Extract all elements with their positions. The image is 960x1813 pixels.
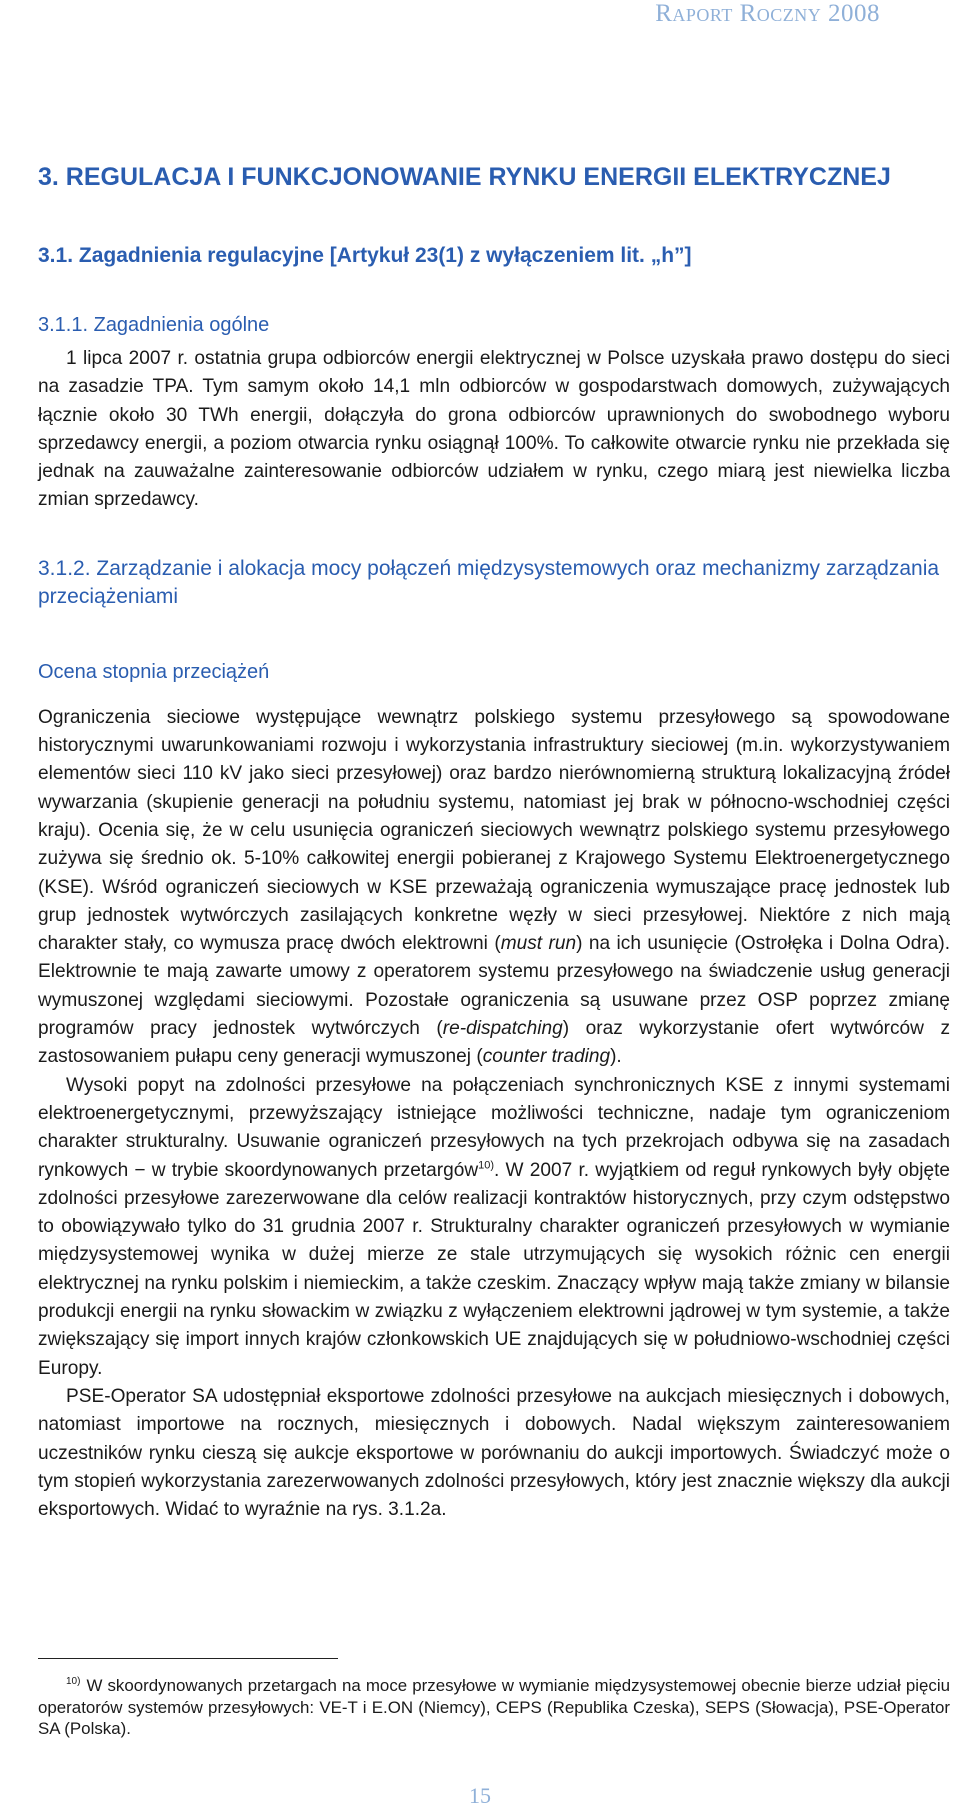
italic-term: re-dispatching [442,1018,563,1040]
running-header: Raport Roczny 2008 [655,0,880,27]
footnote-divider [38,1658,338,1659]
paragraph-3: Wysoki popyt na zdolności przesyłowe na połączeniach synchronicznych KSE z innymi systemami elektroenergetycznymi, przewyższający istniejące możliwości techniczne, nadaje tym ograniczeniom charakter strukturalny. Usuwanie ograniczeń przesyłowych na tych przekrojach odbywa się na zasadach rynkowych − w trybie skoordynowanych przetargów$^{10)}$. W 2007 r. wyjątkiem od reguł rynkowych były objęte zdolności przesyłowe zarezerwowane dla celów realizacji kontraktów historycznych, przy czym odstępstwo to obowiązywało tylko do 31 grudnia 2007 r. Strukturalny charakter ograniczeń przesyłowych w wymianie międzysystemowej wynika w dużej mierze ze stale utrzymujących się wysokich różnic cen energii elektrycznej na rynku polskim i niemieckim, a także czeskim. Znaczący wpływ mają także zmiany w bilansie produkcji energii na rynku słowackim w związku z wyłączeniem elektrowni jądrowej w tym systemie, a także zwiększający się import innych krajów członkowskich UE znajdujących się w południowo-wschodniej części Europy. [38,1074,950,1379]
subsection-title: 3.1. Zagadnienia regulacyjne [Artykuł 23(1) z wyłączeniem lit. „h”] [38,244,692,267]
italic-term: must run [500,933,577,955]
footnote-number: 10) [66,1676,81,1688]
subheading: Ocena stopnia przeciążeń [38,660,270,683]
italic-term: counter trading [482,1046,611,1068]
paragraph-4: PSE-Operator SA udostępniał eksportowe zdolności przesyłowe na aukcjach miesięcznych i dobowych, natomiast importowe na rocznych, miesięcznych i dobowych. Nadal większym zainteresowaniem uczestników rynku cieszą się aukcje eksportowe w porównaniu do aukcji importowych. Świadczyć może o tym stopień wykorzystania zarezerwowanych zdolności przesyłowych, który jest znacznie większy dla aukcji eksportowych. Widać to wyraźnie na rys. 3.1.2a. [38,1385,950,1521]
page-number: 15 [469,1783,491,1808]
footnote-text: W skoordynowanych przetargach na moce przesyłowe w wymianie międzysystemowej obecnie bierze udział pięciu operatorów systemów przesyłowych: VE-T i E.ON (Niemcy), CEPS (Republika Czeska), SEPS (Słowacja), PSE-Operator SA (Polska). [38,1676,950,1738]
section-title: 3. REGULACJA I FUNKCJONOWANIE RYNKU ENERGII ELEKTRYCZNEJ [38,163,891,191]
paragraph-1: 1 lipca 2007 r. ostatnia grupa odbiorców energii elektrycznej w Polsce uzyskała prawo dostępu do sieci na zasadzie TPA. Tym samym około 14,1 mln odbiorców w gospodarstwach domowych, zużywających łącznie około 30 TWh energii, dołączyła do grona odbiorców uprawnionych do swobodnego wyboru sprzedawcy energii, a poziom otwarcia rynku osiągnął 100%. To całkowite otwarcie rynku nie przekłada się jednak na zauważalne zainteresowanie odbiorców udziałem w rynku, czego miarą jest niewielka liczba zmian sprzedawcy. [38,348,950,511]
footnote-reference[interactable]: 10) [478,1159,495,1172]
paragraph-2: Ograniczenia sieciowe występujące wewnątrz polskiego systemu przesyłowego są spowodowane historycznymi uwarunkowaniami rozwoju i wykorzystania infrastruktury sieciowej (m.in. wykorzystywaniem elementów sieci 110 kV jako sieci przesyłowej) oraz bardzo nierównomierną strukturą lokalizacyjną źródeł wywarzania (skupienie generacji na południu systemu, natomiast jej brak w północno-wschodniej części kraju). Ocenia się, że w celu usunięcia ograniczeń sieciowych wewnątrz polskiego systemu przesyłowego zużywa się średnio ok. 5-10% całkowitej energii pobieranej z Krajowego Systemu Elektroenergetycznego (KSE). Wśród ograniczeń sieciowych w KSE przeważają ograniczenia wymuszające pracę jednostek lub grup jednostek wytwórczych zasilających konkretne węzły w sieci przesyłowej. Niektóre z nich mają charakter stały, co wymusza pracę dwóch elektrowni (must run) na ich usunięcie (Ostrołęka i Dolna Odra). Elektrownie te mają zawarte umowy z operatorem systemu przesyłowego na świadczenie usług generacji wymuszonej względami sieciowymi. Pozostałe ograniczenia są usuwane przez OSP poprzez zmianę programów pracy jednostek wytwórczych (re-dispatching) oraz wykorzystanie ofert wytwórców z zastosowaniem pułapu ceny generacji wymuszonej (counter trading). [38,706,951,1068]
page-content [38,163,950,1524]
subsubsection-title-2: 3.1.2. Zarządzanie i alokacja mocy połączeń międzysystemowych oraz mechanizmy zarządzania przeciążeniami [38,556,940,608]
footnote [38,1675,950,1740]
subsubsection-title-1: 3.1.1. Zagadnienia ogólne [38,314,270,336]
